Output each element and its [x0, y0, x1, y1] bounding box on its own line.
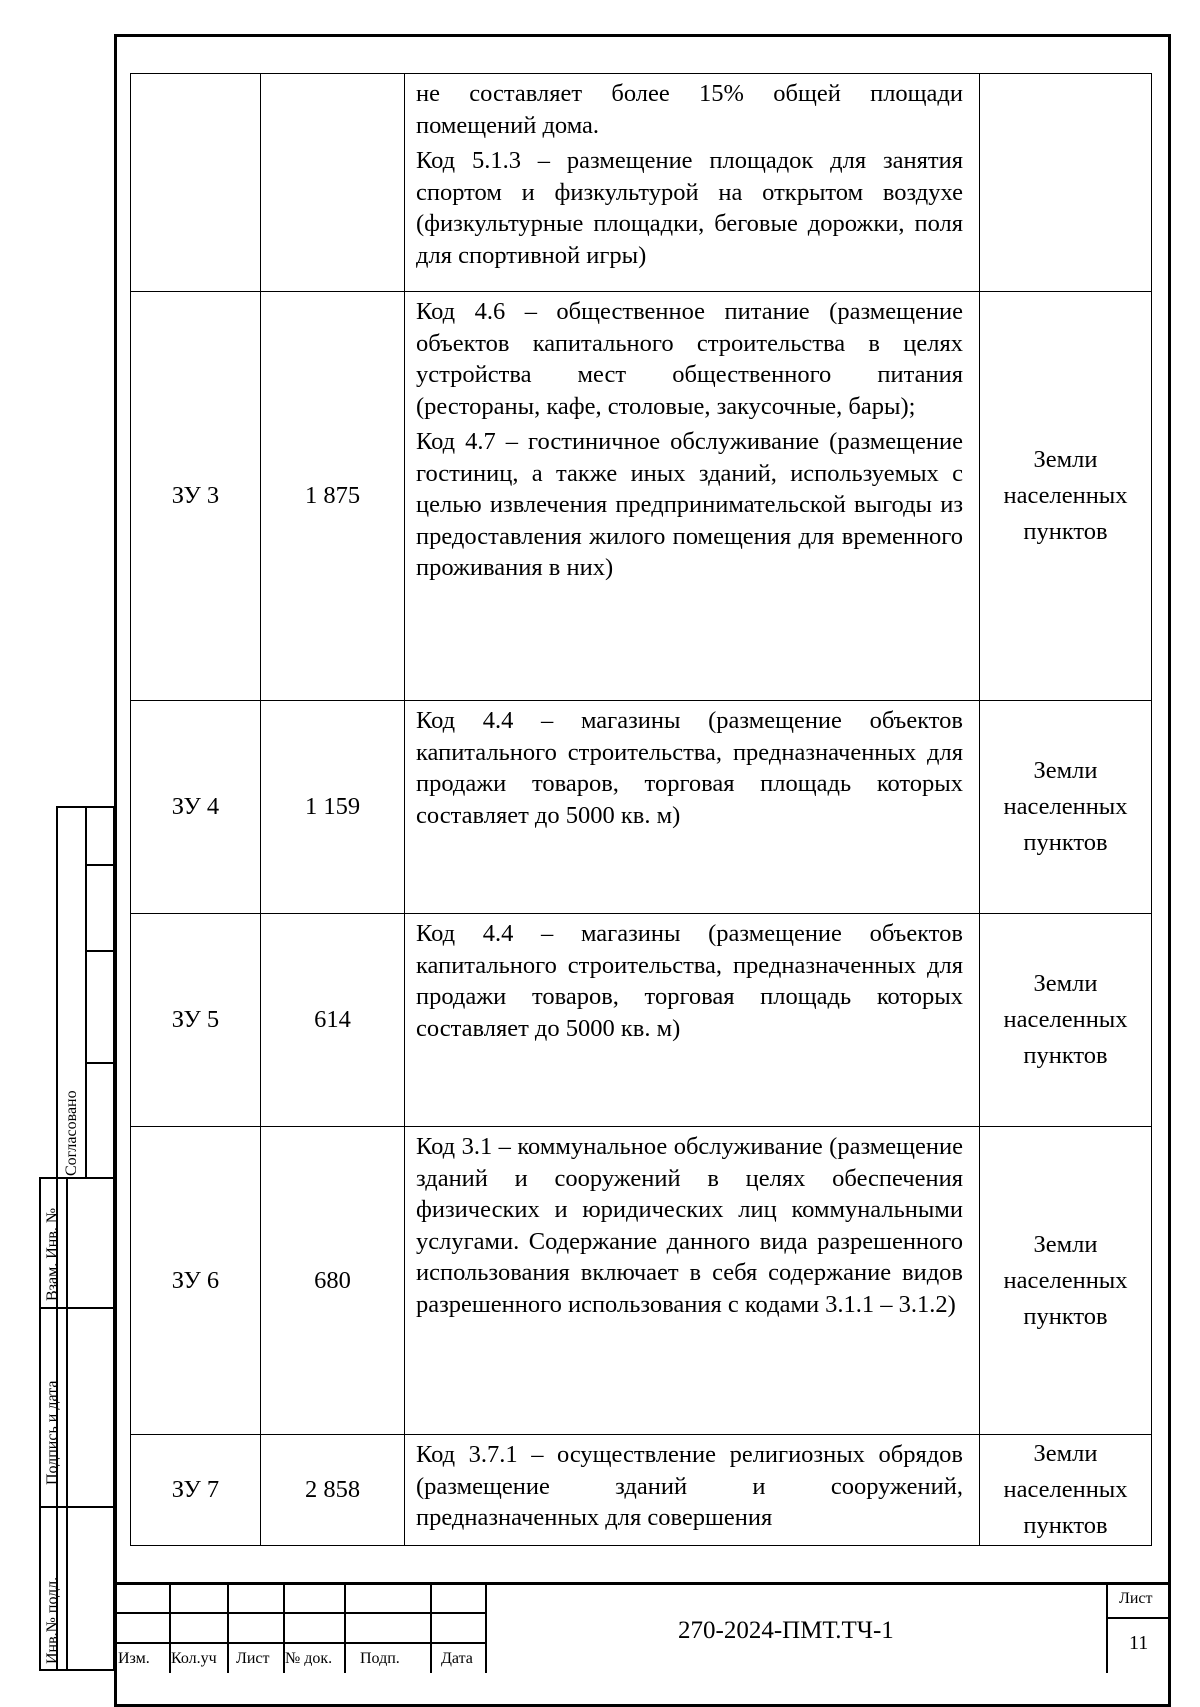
signature-date-label: Подпись и дата — [44, 1380, 61, 1485]
agreed-cell-3 — [85, 950, 115, 1064]
header-kol-uch: Кол.уч — [171, 1650, 217, 1667]
land-plots-table — [130, 73, 1152, 1546]
header-date: Дата — [441, 1650, 473, 1667]
permitted-use-paragraph: не составляет более 15% общей площади помещений дома. — [416, 80, 963, 139]
land-category-cell: Земли населенных пунктов — [980, 1435, 1152, 1546]
plot-id-cell: ЗУ 5 — [131, 914, 261, 1127]
replaced-inv-label: Взам. Инв. № — [44, 1207, 61, 1301]
permitted-use-paragraph: Код 3.7.1 – осуществление религиозных обрядов (размещение зданий и сооружений, предназначенных для совершения — [416, 1441, 963, 1531]
header-signature: Подп. — [360, 1650, 400, 1667]
agreed-label: Согласовано — [63, 1090, 80, 1176]
permitted-use-paragraph: Код 4.7 – гостиничное обслуживание (размещение гостиниц, а также иных зданий, используемых с целью извлечения предпринимательской выгоды из предоставления жилого помещения для временного проживания в них) — [416, 428, 963, 581]
permitted-use-paragraph: Код 5.1.3 – размещение площадок для занятия спортом и физкультурой на открытом воздухе (физкультурные площадки, беговые дорожки, поля для спортивной игры) — [416, 147, 963, 269]
permitted-use-paragraph: Код 4.6 – общественное питание (размещение объектов капитального строительства в целях устройства мест общественного питания (рестораны, кафе, столовые, закусочные, бары); — [416, 298, 963, 420]
land-category-cell: Земли населенных пунктов — [980, 701, 1152, 914]
left-approval-stamp — [44, 806, 115, 1671]
permitted-use-paragraph: Код 3.1 – коммунальное обслуживание (размещение зданий и сооружений в целях обеспечения физических и юридических лиц коммунальными услугами. Содержание данного вида разрешенного использования включает в себя содержание видов разрешенного использования с кодами 3.1.1 – 3.1.2) — [416, 1133, 963, 1318]
header-list: Лист — [236, 1650, 270, 1667]
plot-id-cell: ЗУ 6 — [131, 1127, 261, 1435]
permitted-use-paragraph: Код 4.4 – магазины (размещение объектов капитального строительства, предназначенных для продажи товаров, торговая площадь которых составляет до 5000 кв. м) — [416, 707, 963, 829]
plot-area-cell: 2 858 — [261, 1435, 405, 1546]
land-category-cell: Земли населенных пунктов — [980, 914, 1152, 1127]
plot-area-cell: 680 — [261, 1127, 405, 1435]
permitted-use-cell — [405, 74, 980, 292]
plot-id-cell: ЗУ 7 — [131, 1435, 261, 1546]
plot-id-cell: ЗУ 3 — [131, 292, 261, 701]
plot-id-cell — [131, 74, 261, 292]
table-row — [131, 914, 1152, 1127]
permitted-use-cell — [405, 1127, 980, 1435]
plot-area-cell: 614 — [261, 914, 405, 1127]
table-row — [131, 1435, 1152, 1546]
permitted-use-cell — [405, 701, 980, 914]
table-row — [131, 1127, 1152, 1435]
sheet-number: 11 — [1129, 1632, 1149, 1654]
table-row — [131, 701, 1152, 914]
plot-id-cell: ЗУ 4 — [131, 701, 261, 914]
agreed-cell-1 — [85, 806, 115, 866]
document-code: 270-2024-ПМТ.ТЧ-1 — [678, 1617, 894, 1644]
permitted-use-cell — [405, 292, 980, 701]
land-category-cell — [980, 74, 1152, 292]
permitted-use-paragraph: Код 4.4 – магазины (размещение объектов капитального строительства, предназначенных для продажи товаров, торговая площадь которых составляет до 5000 кв. м) — [416, 920, 963, 1042]
sheet-label: Лист — [1119, 1590, 1153, 1607]
permitted-use-cell — [405, 1435, 980, 1546]
agreed-cell-4 — [85, 1062, 115, 1179]
table-row — [131, 292, 1152, 701]
agreed-cell-2 — [85, 864, 115, 952]
permitted-use-cell — [405, 914, 980, 1127]
inv-original-label: Инв.№ подл. — [44, 1576, 61, 1664]
plot-area-cell: 1 159 — [261, 701, 405, 914]
land-category-cell: Земли населенных пунктов — [980, 1127, 1152, 1435]
plot-area-cell: 1 875 — [261, 292, 405, 701]
header-doc-number: № док. — [285, 1650, 333, 1667]
plot-area-cell — [261, 74, 405, 292]
header-izm: Изм. — [118, 1650, 150, 1667]
table-row — [131, 74, 1152, 292]
land-category-cell: Земли населенных пунктов — [980, 292, 1152, 701]
title-block — [114, 1582, 1171, 1673]
